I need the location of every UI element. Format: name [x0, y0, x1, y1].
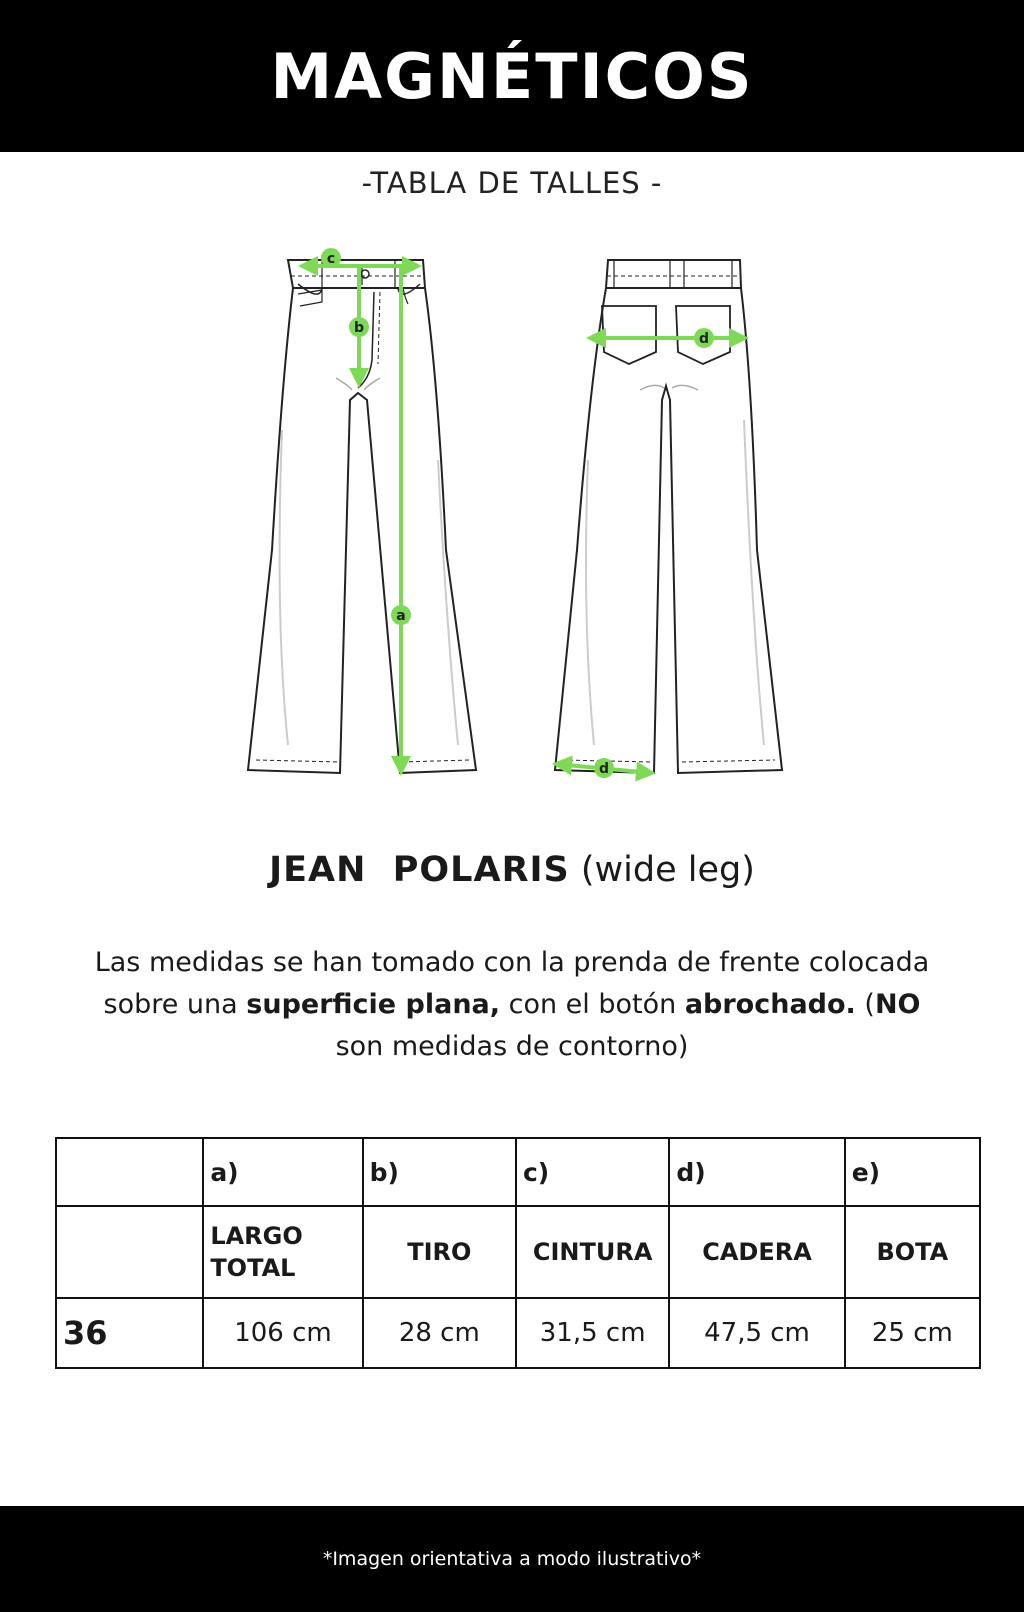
table-header-letters — [56, 1138, 980, 1206]
jeans-measurement-diagram — [0, 240, 1024, 810]
note-text-1: Las medidas se han tomado con la prenda de frente colocada sobre una — [94, 947, 930, 1020]
svg-text:a: a — [396, 608, 406, 624]
product-name: JEAN POLARIS — [269, 850, 570, 890]
marker-b — [349, 317, 369, 337]
header-bota: BOTA — [845, 1206, 980, 1298]
header-name-cell — [56, 1206, 203, 1298]
measurement-note — [80, 942, 944, 1068]
header-tiro: TIRO — [363, 1206, 516, 1298]
product-style: (wide leg) — [580, 850, 755, 890]
header-cell-e: e) — [845, 1138, 980, 1206]
note-bold-no: NO — [874, 989, 921, 1020]
svg-text:c: c — [326, 251, 336, 267]
header-cell-a: a) — [203, 1138, 362, 1206]
brand-title: MAGNÉTICOS — [270, 39, 754, 113]
header-cell-c: c) — [516, 1138, 669, 1206]
header-bar — [0, 0, 1024, 152]
value-bota: 25 cm — [845, 1298, 980, 1368]
note-text-3: ( — [855, 989, 875, 1020]
svg-text:d: d — [698, 331, 710, 347]
marker-a — [391, 605, 411, 625]
front-jeans-drawing — [248, 260, 476, 773]
value-cintura: 31,5 cm — [516, 1298, 669, 1368]
marker-d-hem — [594, 758, 614, 778]
svg-text:d: d — [598, 761, 610, 777]
marker-c — [321, 248, 341, 268]
note-text-4: son medidas de contorno) — [335, 1031, 689, 1062]
svg-text:b: b — [353, 320, 365, 336]
footer-bar — [0, 1506, 1024, 1612]
table-row — [56, 1298, 980, 1368]
table-header-names — [56, 1206, 980, 1298]
note-bold-buttoned: abrochado. — [684, 989, 856, 1020]
header-cadera: CADERA — [669, 1206, 844, 1298]
header-cintura: CINTURA — [516, 1206, 669, 1298]
note-bold-surface: superficie plana, — [246, 989, 501, 1020]
value-tiro: 28 cm — [363, 1298, 516, 1368]
footer-note: *Imagen orientativa a modo ilustrativo* — [322, 1548, 702, 1570]
marker-d-hip — [694, 328, 714, 348]
page-subtitle: -TABLA DE TALLES - — [361, 166, 663, 200]
product-title — [0, 850, 1024, 890]
value-cadera: 47,5 cm — [669, 1298, 844, 1368]
size-cell: 36 — [56, 1298, 203, 1368]
header-cell-b: b) — [363, 1138, 516, 1206]
header-largo-total: LARGO TOTAL — [203, 1206, 362, 1298]
size-table — [55, 1137, 981, 1369]
note-text-2: con el botón — [500, 989, 685, 1020]
value-largo-total: 106 cm — [203, 1298, 362, 1368]
header-cell — [56, 1138, 203, 1206]
header-cell-d: d) — [669, 1138, 844, 1206]
